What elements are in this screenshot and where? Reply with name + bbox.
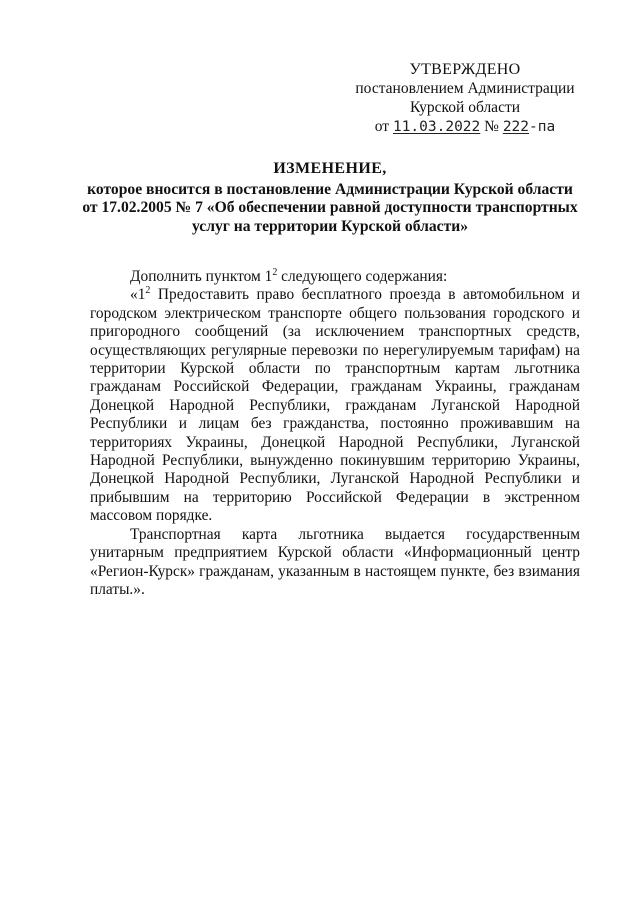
approval-date-line bbox=[350, 117, 580, 137]
paragraph-2: Транспортная карта льготника выдается государственным унитарным предприятием Курской области «Информационный центр «Регион-Курск» гражданам, указанным в настоящем пункте, без взимания платы.». bbox=[90, 525, 580, 598]
approval-date: 11.03.2022 bbox=[392, 119, 481, 135]
number-prefix: № bbox=[484, 118, 499, 135]
date-prefix: от bbox=[374, 118, 390, 135]
title-line-2: от 17.02.2005 № 7 «Об обеспечении равной доступности транспортных bbox=[82, 199, 578, 216]
title-line-1: которое вносится в постановление Администрации Курской области bbox=[87, 180, 573, 198]
document-body bbox=[90, 268, 580, 599]
title-line-3: услуг на территории Курской области» bbox=[191, 217, 469, 235]
approval-line-1: постановлением Администрации bbox=[355, 80, 575, 97]
approval-number-suffix: -па bbox=[529, 119, 556, 135]
approval-line-2: Курской области bbox=[409, 99, 521, 116]
approval-stamp bbox=[350, 60, 580, 137]
document-title bbox=[70, 160, 590, 236]
approval-number: 222 bbox=[502, 119, 530, 135]
approval-title: УТВЕРЖДЕНО bbox=[409, 61, 521, 78]
intro-paragraph: Дополнить пунктом $1^2$ следующего содержания: bbox=[130, 267, 448, 285]
title-main: ИЗМЕНЕНИЕ, bbox=[273, 160, 387, 177]
paragraph-1: «$1^2$ Предоставить право бесплатного проезда в автомобильном и городском электрическом транспорте общего пользования городского и пригородного сообщений (за исключением транспортных средств, осуществляющих регулярные перевозки по нерегулируемым тарифам) на территории Курской области по транспортным картам льготника гражданам Российской Федерации, гражданам Украины, гражданам Донецкой Народной Республики, гражданам Луганской Народной Республики и лицам без гражданства, постоянно проживавшим на территориях Украины, Донецкой Народной Республики, Луганской Народной Республики, вынужденно покинувшим территорию Украины, Донецкой Народной Республики, Луганской Народной Республики и прибывшим на территорию Российской Федерации в экстренном массовом порядке. bbox=[90, 285, 580, 525]
